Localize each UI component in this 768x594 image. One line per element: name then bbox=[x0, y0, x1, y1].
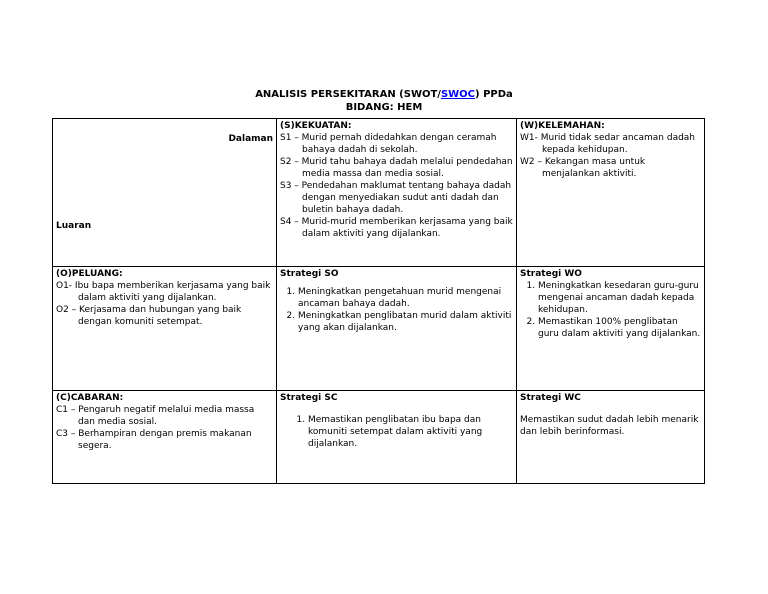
strategy-wo-cell bbox=[517, 267, 705, 391]
strategy-so-cell bbox=[277, 267, 517, 391]
strategy-so-item: 1. Meningkatkan pengetahuan murid mengenai ancaman bahaya dadah. bbox=[298, 286, 513, 310]
strategy-sc-cell bbox=[277, 390, 517, 483]
strategy-wo-list bbox=[520, 280, 701, 340]
strategy-sc-heading: Strategi SC bbox=[280, 392, 338, 403]
strategy-wo-item: 1. Meningkatkan kesedaran guru-guru mengenai ancaman dadah kepada kehidupan. bbox=[538, 280, 701, 316]
strengths-cell bbox=[277, 119, 517, 267]
threats-heading: (C)CABARAN: bbox=[56, 392, 124, 403]
document-title bbox=[0, 88, 768, 114]
threat-item: C3 – Berhampiran dengan premis makanan segera. bbox=[56, 428, 252, 451]
title-prefix: ANALISIS PERSEKITARAN (SWOT/ bbox=[255, 89, 441, 100]
dalaman-label: Dalaman bbox=[228, 134, 273, 144]
strategy-so-item: 2. Meningkatkan penglibatan murid dalam aktiviti yang akan dijalankan. bbox=[298, 310, 513, 334]
luaran-label: Luaran bbox=[56, 221, 92, 231]
weaknesses-list bbox=[520, 132, 701, 180]
threats-list bbox=[56, 404, 273, 452]
strength-item: S1 – Murid pernah didedahkan dengan ceramah bahaya dadah di sekolah. bbox=[280, 133, 497, 155]
weakness-item: W1- Murid tidak sedar ancaman dadah kepada kehidupan. bbox=[520, 133, 696, 155]
strength-item: S2 – Murid tahu bahaya dadah melalui pendedahan media massa dan media sosial. bbox=[280, 157, 513, 179]
weaknesses-cell bbox=[517, 119, 705, 267]
opportunities-heading: (O)PELUANG: bbox=[56, 269, 123, 280]
row-threats bbox=[53, 390, 705, 483]
strategy-wc-text: Memastikan sudut dadah lebih menarik dan lebih berinformasi. bbox=[520, 414, 699, 437]
spacer bbox=[520, 404, 701, 414]
strategy-sc-list bbox=[280, 414, 513, 450]
row-strengths-weaknesses bbox=[53, 119, 705, 267]
strategy-wo-heading: Strategi WO bbox=[520, 269, 582, 280]
title-suffix: ) PPDa bbox=[475, 89, 513, 100]
threat-item: C1 – Pengaruh negatif melalui media massa dan media sosial. bbox=[56, 404, 255, 427]
strategy-sc-item: 1. Memastikan penglibatan ibu bapa dan komuniti setempat dalam aktiviti yang dijalankan. bbox=[308, 414, 513, 450]
strategy-so-heading: Strategi SO bbox=[280, 269, 339, 280]
swoc-link[interactable]: SWOC bbox=[440, 89, 476, 100]
corner-cell bbox=[53, 119, 277, 267]
weaknesses-heading: (W)KELEMAHAN: bbox=[520, 121, 605, 131]
opportunity-item: O2 – Kerjasama dan hubungan yang baik dengan komuniti setempat. bbox=[56, 305, 242, 328]
row-opportunities bbox=[53, 267, 705, 391]
threats-cell bbox=[53, 390, 277, 483]
title-line-1 bbox=[0, 88, 768, 101]
strength-item: S4 – Murid-murid memberikan kerjasama yang baik dalam aktiviti yang dijalankan. bbox=[280, 217, 513, 239]
strategy-wc-heading: Strategi WC bbox=[520, 392, 581, 403]
opportunities-list bbox=[56, 280, 273, 328]
opportunities-cell bbox=[53, 267, 277, 391]
strategy-wc-cell bbox=[517, 390, 705, 483]
strength-item: S3 – Pendedahan maklumat tentang bahaya dadah dengan menyediakan sudut anti dadah dan buletin bahaya dadah. bbox=[280, 181, 512, 215]
strategy-wo-item: 2. Memastikan 100% penglibatan guru dalam aktiviti yang dijalankan. bbox=[538, 316, 701, 340]
opportunity-item: O1- Ibu bapa memberikan kerjasama yang baik dalam aktiviti yang dijalankan. bbox=[56, 281, 271, 304]
strengths-list bbox=[280, 132, 513, 240]
weakness-item: W2 – Kekangan masa untuk menjalankan aktiviti. bbox=[520, 157, 646, 179]
strengths-heading: (S)KEKUATAN: bbox=[280, 121, 352, 131]
swot-table bbox=[52, 118, 705, 484]
strategy-so-list bbox=[280, 286, 513, 334]
title-line-2: BIDANG: HEM bbox=[345, 102, 423, 113]
